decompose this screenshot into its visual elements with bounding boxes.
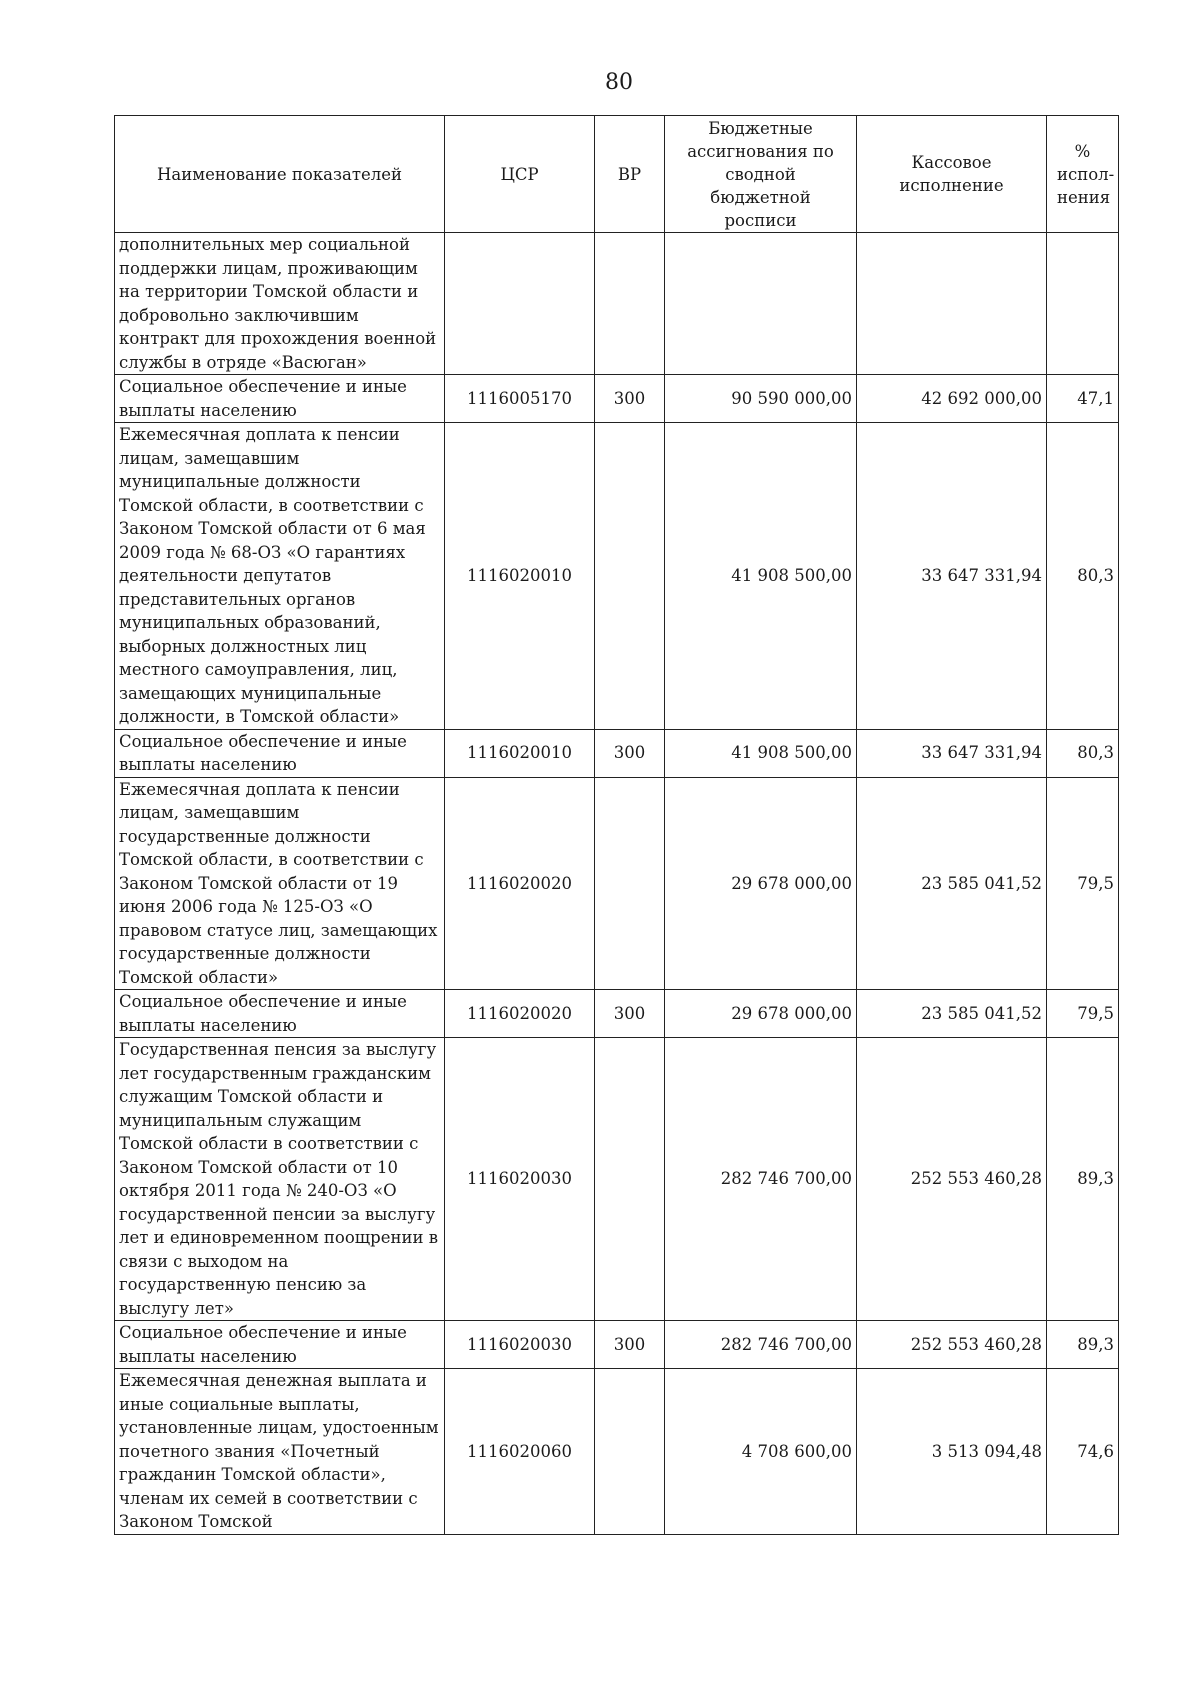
row-percent-cell: 74,6 (1047, 1369, 1119, 1535)
row-budget-cell: 282 746 700,00 (665, 1038, 857, 1321)
row-executed-cell (857, 233, 1047, 375)
row-percent-cell: 80,3 (1047, 423, 1119, 730)
row-budget-cell: 282 746 700,00 (665, 1321, 857, 1369)
table-row (115, 233, 1119, 375)
page-number: 80 (605, 70, 633, 95)
row-percent-cell: 79,5 (1047, 777, 1119, 990)
row-vr-cell: 300 (595, 729, 665, 777)
table-row (115, 1369, 1119, 1535)
column-header-name: Наименование показателей (115, 116, 445, 233)
row-vr-cell: 300 (595, 375, 665, 423)
row-name-cell: Ежемесячная доплата к пенсии лицам, замещавшим государственные должности Томской области, в соответствии с Законом Томской области от 19 июня 2006 года № 125-ОЗ «О правовом статусе лиц, замещающих государственные должности Томской области» (115, 777, 445, 990)
row-percent-cell: 89,3 (1047, 1038, 1119, 1321)
row-csr-cell: 1116005170 (445, 375, 595, 423)
row-csr-cell: 1116020020 (445, 777, 595, 990)
row-csr-cell: 1116020030 (445, 1321, 595, 1369)
row-name-cell: Ежемесячная доплата к пенсии лицам, замещавшим муниципальные должности Томской области, в соответствии с Законом Томской области от 6 мая 2009 года № 68-ОЗ «О гарантиях деятельности депутатов представительных органов муниципальных образований, выборных должностных лиц местного самоуправления, лиц, замещающих муниципальные должности, в Томской области» (115, 423, 445, 730)
row-executed-cell: 42 692 000,00 (857, 375, 1047, 423)
row-budget-cell: 41 908 500,00 (665, 729, 857, 777)
row-percent-cell: 89,3 (1047, 1321, 1119, 1369)
row-csr-cell: 1116020020 (445, 990, 595, 1038)
row-budget-cell (665, 233, 857, 375)
row-name-cell: Ежемесячная денежная выплата и иные социальные выплаты, установленные лицам, удостоенным почетного звания «Почетный гражданин Томской области», членам их семей в соответствии с Законом Томской (115, 1369, 445, 1535)
row-percent-cell: 79,5 (1047, 990, 1119, 1038)
column-header-executed: Кассовое исполнение (857, 116, 1047, 233)
row-csr-cell: 1116020030 (445, 1038, 595, 1321)
row-name-cell: Государственная пенсия за выслугу лет государственным гражданским служащим Томской области и муниципальным служащим Томской области в соответствии с Законом Томской области от 10 октября 2011 года № 240-ОЗ «О государственной пенсии за выслугу лет и единовременном поощрении в связи с выходом на государственную пенсию за выслугу лет» (115, 1038, 445, 1321)
row-vr-cell (595, 1038, 665, 1321)
row-executed-cell: 23 585 041,52 (857, 990, 1047, 1038)
table-row (115, 990, 1119, 1038)
row-csr-cell: 1116020010 (445, 423, 595, 730)
row-budget-cell: 4 708 600,00 (665, 1369, 857, 1535)
row-name-cell: Социальное обеспечение и иные выплаты населению (115, 375, 445, 423)
row-percent-cell: 47,1 (1047, 375, 1119, 423)
row-executed-cell: 3 513 094,48 (857, 1369, 1047, 1535)
row-executed-cell: 33 647 331,94 (857, 423, 1047, 730)
row-csr-cell: 1116020010 (445, 729, 595, 777)
row-executed-cell: 33 647 331,94 (857, 729, 1047, 777)
row-percent-cell: 80,3 (1047, 729, 1119, 777)
row-name-cell: Социальное обеспечение и иные выплаты населению (115, 729, 445, 777)
row-percent-cell (1047, 233, 1119, 375)
row-name-cell: дополнительных мер социальной поддержки лицам, проживающим на территории Томской области и добровольно заключившим контракт для прохождения военной службы в отряде «Васюган» (115, 233, 445, 375)
column-header-percent: % испол-нения (1047, 116, 1119, 233)
row-vr-cell: 300 (595, 990, 665, 1038)
column-header-vr: ВР (595, 116, 665, 233)
table-row (115, 1038, 1119, 1321)
column-header-csr: ЦСР (445, 116, 595, 233)
row-budget-cell: 41 908 500,00 (665, 423, 857, 730)
row-vr-cell: 300 (595, 1321, 665, 1369)
table-row (115, 423, 1119, 730)
table-row (115, 729, 1119, 777)
table-row (115, 777, 1119, 990)
row-vr-cell (595, 233, 665, 375)
row-budget-cell: 29 678 000,00 (665, 990, 857, 1038)
budget-table (114, 115, 1119, 1535)
row-csr-cell: 1116020060 (445, 1369, 595, 1535)
row-vr-cell (595, 423, 665, 730)
row-budget-cell: 29 678 000,00 (665, 777, 857, 990)
row-name-cell: Социальное обеспечение и иные выплаты населению (115, 990, 445, 1038)
row-budget-cell: 90 590 000,00 (665, 375, 857, 423)
column-header-budget: Бюджетные ассигнования по сводной бюджетной росписи (665, 116, 857, 233)
row-executed-cell: 252 553 460,28 (857, 1038, 1047, 1321)
row-executed-cell: 252 553 460,28 (857, 1321, 1047, 1369)
row-name-cell: Социальное обеспечение и иные выплаты населению (115, 1321, 445, 1369)
table-row (115, 1321, 1119, 1369)
row-executed-cell: 23 585 041,52 (857, 777, 1047, 990)
row-vr-cell (595, 1369, 665, 1535)
row-vr-cell (595, 777, 665, 990)
table-header-row (115, 116, 1119, 233)
row-csr-cell (445, 233, 595, 375)
table-row (115, 375, 1119, 423)
